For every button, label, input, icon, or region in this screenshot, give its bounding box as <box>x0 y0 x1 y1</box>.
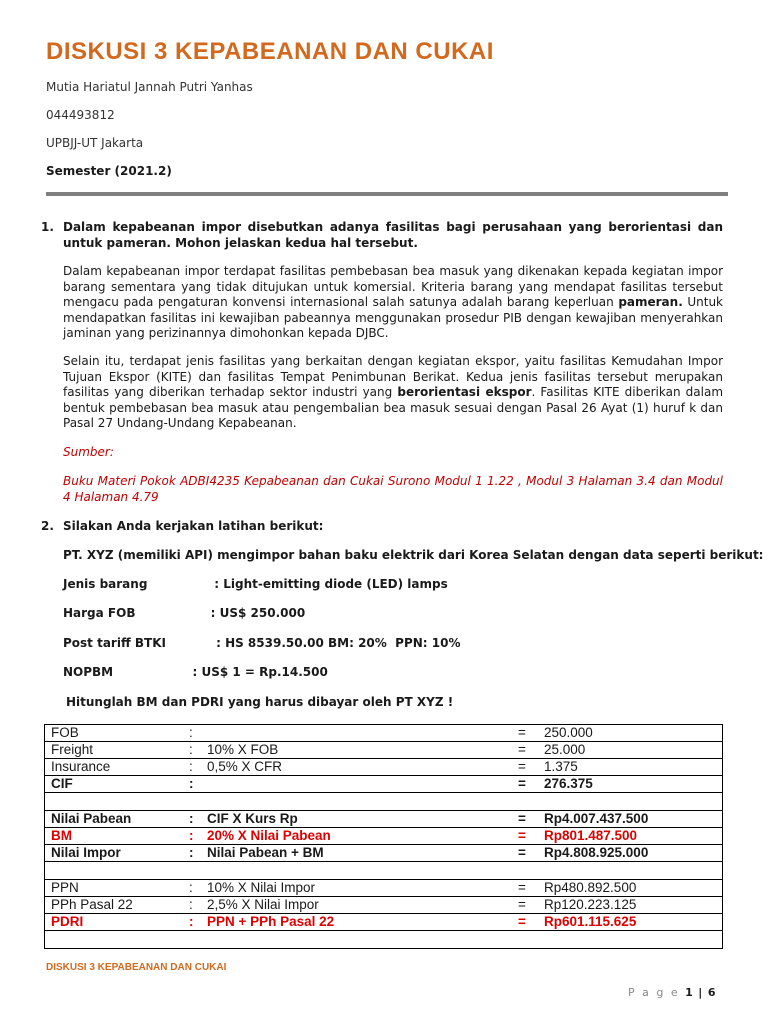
table-row-blank <box>45 931 723 949</box>
page-number <box>628 986 715 999</box>
row-formula: 10% X Nilai Impor <box>201 880 512 897</box>
row-value: Rp601.115.625 <box>538 914 723 931</box>
q1-number: 1. <box>41 220 54 234</box>
page-current: 1 <box>685 986 693 999</box>
row-formula: 2,5% X Nilai Impor <box>201 897 512 914</box>
author-name: Mutia Hariatul Jannah Putri Yanhas <box>46 80 253 94</box>
row-label: PDRI <box>45 914 184 931</box>
q1-paragraph-1: Dalam kepabeanan impor terdapat fasilitas pembebasan bea masuk yang dikenakan kepada kegiatan impor barang sementara yang tidak ditujukan untuk komersial. Kriteria barang yang mendapat fasilitas tersebut mengacu pada pengaturan konvensi internasional salah satunya adalah barang keperluan pameran. Untuk mendapatkan fasilitas ini kewajiban pabeannya menggunakan prosedur PIB dengan kewajiban menyerahkan jaminan yang perizinannya dimohonkan kepada DJBC. <box>63 264 724 340</box>
row-value: 250.000 <box>538 725 723 742</box>
row-label: FOB <box>45 725 184 742</box>
table-row-blank <box>45 862 723 880</box>
row-colon: : <box>183 880 201 897</box>
row-equals: = <box>512 811 538 828</box>
row-label: PPN <box>45 880 184 897</box>
calculation-table <box>44 724 723 949</box>
q2-post-tariff: Post tariff BTKI : HS 8539.50.00 BM: 20% PPN: 10% <box>63 636 461 650</box>
row-label: CIF <box>45 776 184 793</box>
document-title: DISKUSI 3 KEPABEANAN DAN CUKAI <box>46 38 494 65</box>
source-text: Buku Materi Pokok ADBI4235 Kepabeanan dan Cukai Surono Modul 1 1.22 , Modul 3 Halaman 3.4 dan Modul 4 Halaman 4.79 <box>63 474 723 504</box>
row-label: BM <box>45 828 184 845</box>
row-colon: : <box>183 914 201 931</box>
q1-question: Dalam kepabeanan impor disebutkan adanya fasilitas bagi perusahaan yang berorientasi dan untuk pameran. Mohon jelaskan kedua hal tersebut. <box>63 220 723 250</box>
row-label: Nilai Impor <box>45 845 184 862</box>
table-row <box>45 759 723 776</box>
page-label: P a g e <box>628 986 680 999</box>
q2-question: Silakan Anda kerjakan latihan berikut: <box>63 519 324 533</box>
q1-paragraph-2: Selain itu, terdapat jenis fasilitas yang berkaitan dengan kegiatan ekspor, yaitu fasilitas Kemudahan Impor Tujuan Ekspor (KITE) dan fasilitas Tempat Penimbunan Berikat. Kedua jenis fasilitas tersebut merupakan fasilitas yang diberikan terhadap sektor industri yang berorientasi ekspor. Fasilitas KITE diberikan dalam bentuk pembebasan bea masuk atau pengembalian bea masuk sesuai dengan Pasal 26 Ayat (1) huruf k dan Pasal 27 Undang-Undang Kepabeanan. <box>63 354 724 430</box>
row-label: Nilai Pabean <box>45 811 184 828</box>
table-row <box>45 811 723 828</box>
row-equals: = <box>512 880 538 897</box>
q2-instruction: Hitunglah BM dan PDRI yang harus dibayar oleh PT XYZ ! <box>66 695 454 709</box>
row-label: Insurance <box>45 759 184 776</box>
row-value: 1.375 <box>538 759 723 776</box>
row-colon: : <box>183 725 201 742</box>
row-equals: = <box>512 776 538 793</box>
row-colon: : <box>183 845 201 862</box>
row-formula: 10% X FOB <box>201 742 512 759</box>
row-label: Freight <box>45 742 184 759</box>
row-value: Rp120.223.125 <box>538 897 723 914</box>
row-value: Rp801.487.500 <box>538 828 723 845</box>
row-value: Rp480.892.500 <box>538 880 723 897</box>
row-value: 25.000 <box>538 742 723 759</box>
row-colon: : <box>183 759 201 776</box>
row-formula: 20% X Nilai Pabean <box>201 828 512 845</box>
row-formula: 0,5% X CFR <box>201 759 512 776</box>
row-colon: : <box>183 828 201 845</box>
source-label: Sumber: <box>63 445 114 459</box>
row-equals: = <box>512 725 538 742</box>
row-value: 276.375 <box>538 776 723 793</box>
semester-label: Semester (2021.2) <box>46 164 172 178</box>
row-formula: PPN + PPh Pasal 22 <box>201 914 512 931</box>
footer-title: DISKUSI 3 KEPABEANAN DAN CUKAI <box>46 962 227 973</box>
row-colon: : <box>183 742 201 759</box>
row-equals: = <box>512 759 538 776</box>
row-equals: = <box>512 742 538 759</box>
row-formula <box>201 725 512 742</box>
row-equals: = <box>512 845 538 862</box>
page-separator: | <box>698 986 703 999</box>
row-formula: CIF X Kurs Rp <box>201 811 512 828</box>
table-row <box>45 725 723 742</box>
row-formula: Nilai Pabean + BM <box>201 845 512 862</box>
q2-nopbm: NOPBM : US$ 1 = Rp.14.500 <box>63 665 328 679</box>
table-row <box>45 828 723 845</box>
table-row <box>45 742 723 759</box>
upbjj-label: UPBJJ-UT Jakarta <box>46 136 144 150</box>
row-equals: = <box>512 914 538 931</box>
row-colon: : <box>183 776 201 793</box>
row-colon: : <box>183 897 201 914</box>
table-row <box>45 914 723 931</box>
q2-number: 2. <box>41 519 54 533</box>
table-row <box>45 845 723 862</box>
table-row <box>45 880 723 897</box>
q2-jenis-barang: Jenis barang : Light-emitting diode (LED) lamps <box>63 577 448 591</box>
header-divider <box>46 192 728 196</box>
row-value: Rp4.007.437.500 <box>538 811 723 828</box>
row-value: Rp4.808.925.000 <box>538 845 723 862</box>
row-equals: = <box>512 828 538 845</box>
table-row <box>45 897 723 914</box>
page-total: 6 <box>707 986 716 999</box>
row-formula <box>201 776 512 793</box>
q2-intro: PT. XYZ (memiliki API) mengimpor bahan baku elektrik dari Korea Selatan dengan data seperti berikut: <box>63 548 764 562</box>
table-row <box>45 776 723 793</box>
student-id: 044493812 <box>46 108 115 122</box>
q2-harga-fob: Harga FOB : US$ 250.000 <box>63 606 306 620</box>
row-colon: : <box>183 811 201 828</box>
row-equals: = <box>512 897 538 914</box>
row-label: PPh Pasal 22 <box>45 897 184 914</box>
table-row-blank <box>45 793 723 811</box>
